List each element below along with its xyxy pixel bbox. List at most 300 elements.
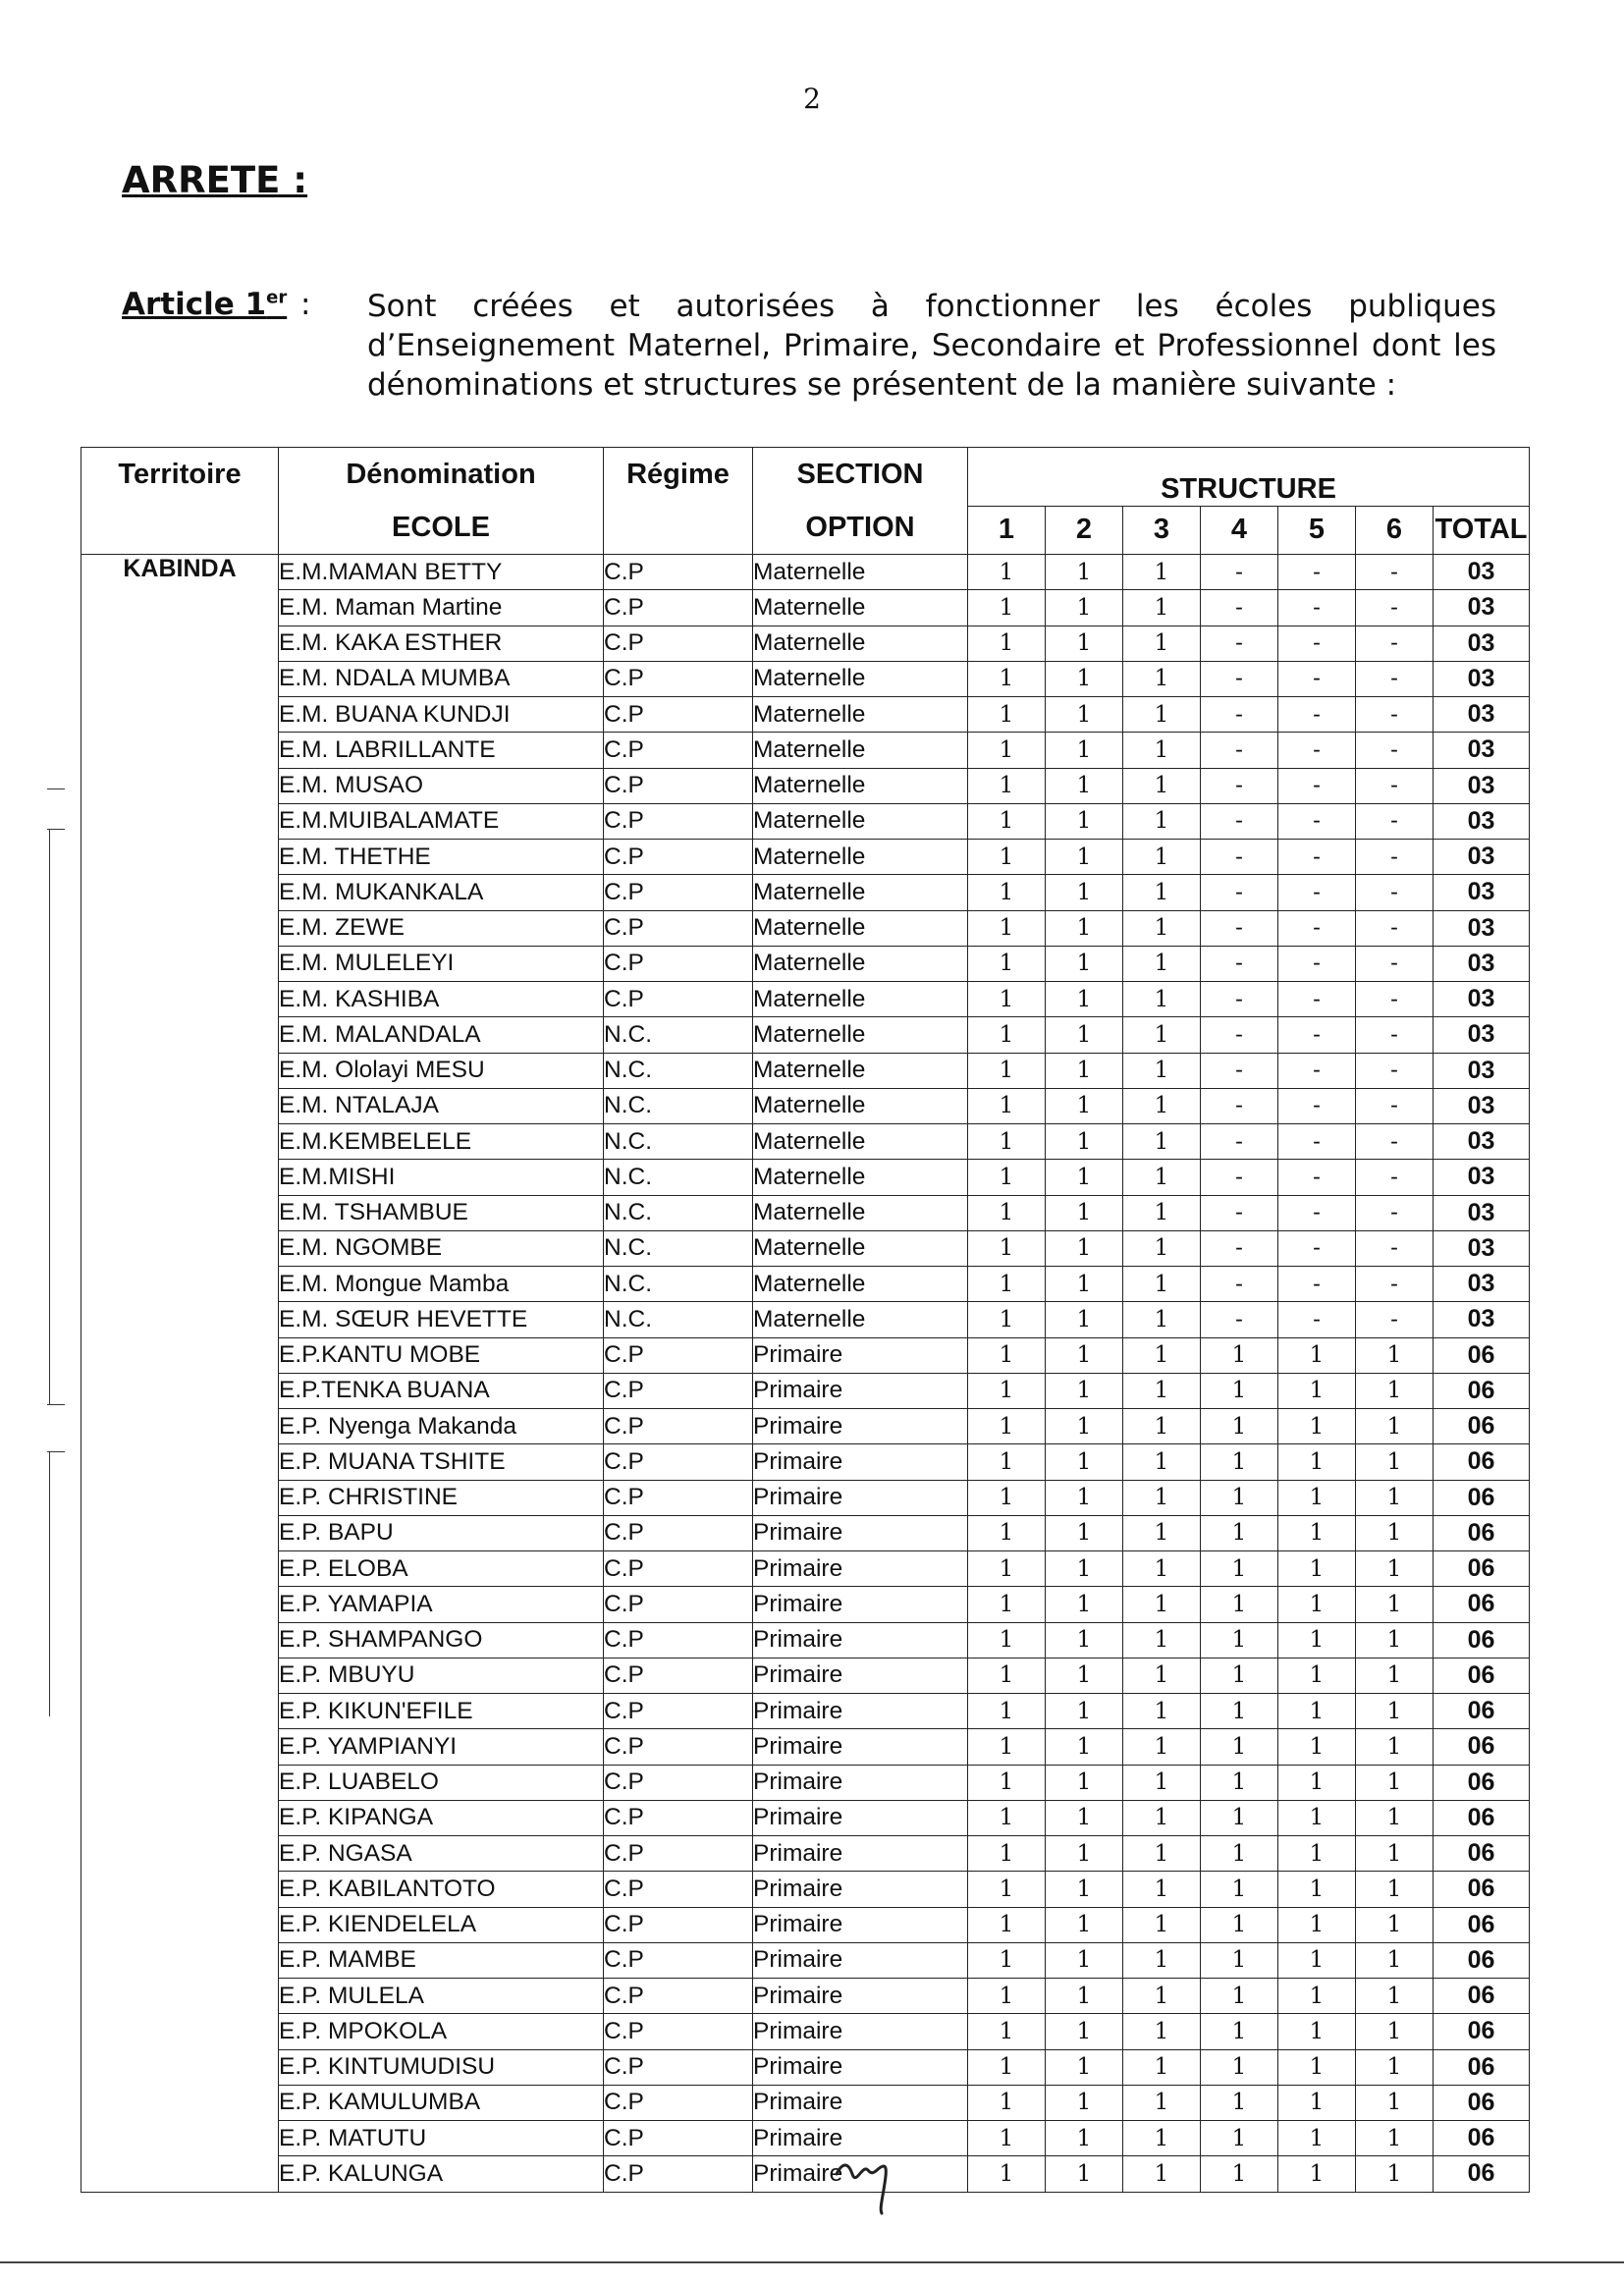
total-cell: 03 <box>1434 1195 1530 1230</box>
structure-cell-6: - <box>1356 1302 1434 1337</box>
table-row <box>81 555 1530 590</box>
regime-cell: C.P <box>604 768 753 803</box>
total-cell: 06 <box>1434 2085 1530 2120</box>
structure-cell-6: - <box>1356 946 1434 981</box>
total-cell: 03 <box>1434 1053 1530 1088</box>
structure-cell-3: 1 <box>1123 946 1201 981</box>
total-cell: 03 <box>1434 1160 1530 1195</box>
structure-cell-5: - <box>1278 733 1356 768</box>
table-row <box>81 1302 1530 1337</box>
structure-cell-5: 1 <box>1278 2156 1356 2192</box>
school-name-cell: E.P.TENKA BUANA <box>279 1373 604 1408</box>
section-cell: Primaire <box>753 2049 968 2085</box>
structure-cell-4: 1 <box>1201 2156 1278 2192</box>
structure-cell-1: 1 <box>968 2049 1046 2085</box>
structure-cell-3: 1 <box>1123 1907 1201 1942</box>
section-cell: Primaire <box>753 1337 968 1373</box>
structure-cell-4: 1 <box>1201 1373 1278 1408</box>
structure-cell-4: 1 <box>1201 1551 1278 1587</box>
structure-cell-2: 1 <box>1046 2156 1123 2192</box>
school-name-cell: E.P. YAMAPIA <box>279 1587 604 1622</box>
structure-cell-6: - <box>1356 625 1434 661</box>
table-row <box>81 1694 1530 1729</box>
header-denomination-line2: ECOLE <box>392 512 490 543</box>
structure-cell-6: 1 <box>1356 1622 1434 1658</box>
structure-cell-1: 1 <box>968 1444 1046 1480</box>
structure-cell-5: - <box>1278 555 1356 590</box>
total-cell: 06 <box>1434 1872 1530 1907</box>
regime-cell: C.P <box>604 1694 753 1729</box>
structure-cell-6: 1 <box>1356 1694 1434 1729</box>
structure-cell-1: 1 <box>968 1979 1046 2014</box>
structure-cell-4: - <box>1201 1017 1278 1053</box>
table-row <box>81 946 1530 981</box>
structure-cell-3: 1 <box>1123 1088 1201 1123</box>
structure-cell-6: 1 <box>1356 1765 1434 1800</box>
regime-cell: C.P <box>604 1872 753 1907</box>
structure-cell-1: 1 <box>968 2121 1046 2156</box>
total-cell: 03 <box>1434 590 1530 625</box>
structure-cell-1: 1 <box>968 625 1046 661</box>
regime-cell: C.P <box>604 1979 753 2014</box>
structure-cell-5: - <box>1278 1230 1356 1266</box>
structure-cell-5: - <box>1278 768 1356 803</box>
school-name-cell: E.M. Ololayi MESU <box>279 1053 604 1088</box>
header-level-1: 1 <box>968 506 1046 554</box>
structure-cell-4: 1 <box>1201 1480 1278 1515</box>
table-row <box>81 982 1530 1017</box>
total-cell: 06 <box>1434 1729 1530 1765</box>
structure-cell-2: 1 <box>1046 1373 1123 1408</box>
regime-cell: C.P <box>604 2156 753 2192</box>
structure-cell-3: 1 <box>1123 1729 1201 1765</box>
structure-cell-5: 1 <box>1278 1836 1356 1872</box>
structure-cell-2: 1 <box>1046 1515 1123 1550</box>
regime-cell: C.P <box>604 1409 753 1444</box>
regime-cell: C.P <box>604 555 753 590</box>
total-cell: 06 <box>1434 2121 1530 2156</box>
structure-cell-5: - <box>1278 1053 1356 1088</box>
total-cell: 06 <box>1434 1480 1530 1515</box>
structure-cell-5: - <box>1278 946 1356 981</box>
total-cell: 03 <box>1434 946 1530 981</box>
structure-cell-6: - <box>1356 982 1434 1017</box>
structure-cell-2: 1 <box>1046 768 1123 803</box>
regime-cell: C.P <box>604 1551 753 1587</box>
header-section-line2: OPTION <box>805 512 915 543</box>
structure-cell-1: 1 <box>968 982 1046 1017</box>
structure-cell-4: - <box>1201 1302 1278 1337</box>
structure-cell-1: 1 <box>968 590 1046 625</box>
structure-cell-3: 1 <box>1123 1124 1201 1160</box>
table-row <box>81 1515 1530 1550</box>
structure-cell-4: 1 <box>1201 1800 1278 1835</box>
structure-cell-2: 1 <box>1046 875 1123 910</box>
table-body <box>81 555 1530 2193</box>
regime-cell: C.P <box>604 803 753 839</box>
structure-cell-2: 1 <box>1046 1800 1123 1835</box>
structure-cell-5: 1 <box>1278 1907 1356 1942</box>
table-row <box>81 2085 1530 2120</box>
table-row <box>81 1088 1530 1123</box>
structure-cell-6: 1 <box>1356 1587 1434 1622</box>
table-row <box>81 1979 1530 2014</box>
structure-cell-2: 1 <box>1046 590 1123 625</box>
table-row <box>81 1337 1530 1373</box>
total-cell: 06 <box>1434 1551 1530 1587</box>
structure-cell-2: 1 <box>1046 555 1123 590</box>
school-name-cell: E.M. Mongue Mamba <box>279 1267 604 1302</box>
structure-cell-3: 1 <box>1123 590 1201 625</box>
section-cell: Primaire <box>753 2085 968 2120</box>
structure-cell-6: 1 <box>1356 1979 1434 2014</box>
total-cell: 03 <box>1434 661 1530 696</box>
structure-cell-4: 1 <box>1201 2085 1278 2120</box>
total-cell: 03 <box>1434 1088 1530 1123</box>
structure-cell-3: 1 <box>1123 1694 1201 1729</box>
total-cell: 06 <box>1434 1409 1530 1444</box>
article-ordinal: er <box>266 287 288 308</box>
header-section <box>753 448 968 555</box>
structure-cell-4: - <box>1201 875 1278 910</box>
total-cell: 03 <box>1434 803 1530 839</box>
regime-cell: N.C. <box>604 1124 753 1160</box>
section-cell: Maternelle <box>753 875 968 910</box>
margin-tick <box>47 1404 65 1405</box>
table-row <box>81 1230 1530 1266</box>
structure-cell-5: - <box>1278 1267 1356 1302</box>
structure-cell-4: - <box>1201 1230 1278 1266</box>
school-name-cell: E.M. Maman Martine <box>279 590 604 625</box>
structure-cell-4: 1 <box>1201 1622 1278 1658</box>
regime-cell: N.C. <box>604 1302 753 1337</box>
structure-cell-5: - <box>1278 590 1356 625</box>
table-row <box>81 1729 1530 1765</box>
section-cell: Primaire <box>753 1409 968 1444</box>
header-level-4: 4 <box>1201 506 1278 554</box>
structure-cell-3: 1 <box>1123 1622 1201 1658</box>
structure-cell-5: 1 <box>1278 1765 1356 1800</box>
structure-cell-4: - <box>1201 661 1278 696</box>
total-cell: 03 <box>1434 1267 1530 1302</box>
structure-cell-4: - <box>1201 1267 1278 1302</box>
school-name-cell: E.M. LABRILLANTE <box>279 733 604 768</box>
table-row <box>81 2156 1530 2192</box>
header-row-1 <box>81 448 1530 507</box>
section-cell: Primaire <box>753 1872 968 1907</box>
table-row <box>81 590 1530 625</box>
structure-cell-5: 1 <box>1278 1979 1356 2014</box>
section-cell: Maternelle <box>753 840 968 875</box>
school-name-cell: E.P. SHAMPANGO <box>279 1622 604 1658</box>
structure-cell-6: - <box>1356 768 1434 803</box>
table-row <box>81 1622 1530 1658</box>
total-cell: 06 <box>1434 1515 1530 1550</box>
structure-cell-1: 1 <box>968 1942 1046 1978</box>
total-cell: 06 <box>1434 1658 1530 1693</box>
structure-cell-3: 1 <box>1123 1444 1201 1480</box>
regime-cell: C.P <box>604 1444 753 1480</box>
structure-cell-1: 1 <box>968 1622 1046 1658</box>
regime-cell: C.P <box>604 1729 753 1765</box>
header-level-6: 6 <box>1356 506 1434 554</box>
table-row <box>81 1195 1530 1230</box>
school-name-cell: E.P. MATUTU <box>279 2121 604 2156</box>
structure-cell-4: 1 <box>1201 1942 1278 1978</box>
structure-cell-3: 1 <box>1123 1836 1201 1872</box>
structure-cell-1: 1 <box>968 1587 1046 1622</box>
structure-cell-4: - <box>1201 590 1278 625</box>
regime-cell: C.P <box>604 1836 753 1872</box>
regime-cell: N.C. <box>604 1195 753 1230</box>
regime-cell: N.C. <box>604 1267 753 1302</box>
structure-cell-6: - <box>1356 875 1434 910</box>
structure-cell-6: 1 <box>1356 1907 1434 1942</box>
structure-cell-6: - <box>1356 1230 1434 1266</box>
structure-cell-3: 1 <box>1123 982 1201 1017</box>
header-structure: STRUCTURE <box>968 448 1530 507</box>
structure-cell-1: 1 <box>968 1836 1046 1872</box>
structure-cell-3: 1 <box>1123 1480 1201 1515</box>
structure-cell-4: 1 <box>1201 1409 1278 1444</box>
territory-cell: KABINDA <box>81 555 279 2193</box>
structure-cell-6: 1 <box>1356 1409 1434 1444</box>
table-row <box>81 1160 1530 1195</box>
structure-cell-5: 1 <box>1278 1409 1356 1444</box>
structure-cell-6: - <box>1356 1160 1434 1195</box>
school-name-cell: E.P. KIENDELELA <box>279 1907 604 1942</box>
structure-cell-4: - <box>1201 1160 1278 1195</box>
structure-cell-3: 1 <box>1123 1587 1201 1622</box>
total-cell: 03 <box>1434 1302 1530 1337</box>
table-row <box>81 2049 1530 2085</box>
school-name-cell: E.P. KIPANGA <box>279 1800 604 1835</box>
regime-cell: C.P <box>604 910 753 946</box>
structure-cell-4: 1 <box>1201 1836 1278 1872</box>
structure-cell-1: 1 <box>968 1765 1046 1800</box>
structure-cell-6: 1 <box>1356 1515 1434 1550</box>
total-cell: 06 <box>1434 2049 1530 2085</box>
structure-cell-4: - <box>1201 625 1278 661</box>
school-name-cell: E.M. KASHIBA <box>279 982 604 1017</box>
structure-cell-2: 1 <box>1046 1160 1123 1195</box>
school-name-cell: E.M. NTALAJA <box>279 1088 604 1123</box>
section-cell: Primaire <box>753 1836 968 1872</box>
structure-cell-5: - <box>1278 661 1356 696</box>
regime-cell: C.P <box>604 1515 753 1550</box>
structure-cell-5: - <box>1278 803 1356 839</box>
header-section-line1: SECTION <box>796 459 924 490</box>
section-cell: Maternelle <box>753 768 968 803</box>
table-row <box>81 803 1530 839</box>
regime-cell: C.P <box>604 1800 753 1835</box>
margin-line <box>49 829 50 1404</box>
school-name-cell: E.M. THETHE <box>279 840 604 875</box>
structure-cell-5: 1 <box>1278 1942 1356 1978</box>
section-cell: Primaire <box>753 1942 968 1978</box>
article-number: Article 1 <box>122 287 267 322</box>
structure-cell-4: - <box>1201 733 1278 768</box>
school-name-cell: E.M. ZEWE <box>279 910 604 946</box>
structure-cell-2: 1 <box>1046 1729 1123 1765</box>
table-row <box>81 1658 1530 1693</box>
structure-cell-1: 1 <box>968 1409 1046 1444</box>
table-row <box>81 1800 1530 1835</box>
section-cell: Primaire <box>753 1658 968 1693</box>
school-name-cell: E.P. NGASA <box>279 1836 604 1872</box>
structure-cell-3: 1 <box>1123 1337 1201 1373</box>
structure-cell-4: - <box>1201 803 1278 839</box>
section-cell: Maternelle <box>753 910 968 946</box>
structure-cell-3: 1 <box>1123 2085 1201 2120</box>
structure-cell-2: 1 <box>1046 1979 1123 2014</box>
regime-cell: N.C. <box>604 1230 753 1266</box>
structure-cell-3: 1 <box>1123 2121 1201 2156</box>
structure-cell-5: - <box>1278 982 1356 1017</box>
section-cell: Primaire <box>753 1480 968 1515</box>
section-cell: Primaire <box>753 1587 968 1622</box>
header-denomination <box>279 448 604 555</box>
structure-cell-3: 1 <box>1123 1942 1201 1978</box>
school-name-cell: E.P. MULELA <box>279 1979 604 2014</box>
structure-cell-5: 1 <box>1278 2049 1356 2085</box>
structure-cell-4: 1 <box>1201 1907 1278 1942</box>
structure-cell-4: 1 <box>1201 1444 1278 1480</box>
section-cell: Maternelle <box>753 590 968 625</box>
structure-cell-3: 1 <box>1123 1230 1201 1266</box>
total-cell: 03 <box>1434 733 1530 768</box>
structure-cell-3: 1 <box>1123 555 1201 590</box>
school-name-cell: E.M.MUIBALAMATE <box>279 803 604 839</box>
section-cell: Primaire <box>753 2156 968 2192</box>
table-row <box>81 2014 1530 2049</box>
structure-cell-6: 1 <box>1356 1729 1434 1765</box>
structure-cell-2: 1 <box>1046 697 1123 733</box>
regime-cell: C.P <box>604 1337 753 1373</box>
section-cell: Maternelle <box>753 946 968 981</box>
structure-cell-5: 1 <box>1278 1551 1356 1587</box>
page-number: 2 <box>803 82 821 115</box>
school-name-cell: E.P. KAMULUMBA <box>279 2085 604 2120</box>
structure-cell-6: 1 <box>1356 1658 1434 1693</box>
header-denomination-line1: Dénomination <box>346 459 536 490</box>
structure-cell-5: 1 <box>1278 1694 1356 1729</box>
structure-cell-4: 1 <box>1201 2014 1278 2049</box>
total-cell: 06 <box>1434 1622 1530 1658</box>
structure-cell-2: 1 <box>1046 840 1123 875</box>
structure-cell-5: 1 <box>1278 1729 1356 1765</box>
school-name-cell: E.M.KEMBELELE <box>279 1124 604 1160</box>
section-cell: Maternelle <box>753 1195 968 1230</box>
structure-cell-3: 1 <box>1123 1160 1201 1195</box>
paraph-signature <box>833 2156 901 2217</box>
structure-cell-6: - <box>1356 1124 1434 1160</box>
structure-cell-3: 1 <box>1123 661 1201 696</box>
structure-cell-3: 1 <box>1123 1373 1201 1408</box>
table-row <box>81 1409 1530 1444</box>
structure-cell-3: 1 <box>1123 1267 1201 1302</box>
structure-cell-1: 1 <box>968 1515 1046 1550</box>
structure-cell-4: - <box>1201 840 1278 875</box>
structure-cell-1: 1 <box>968 1694 1046 1729</box>
structure-cell-6: - <box>1356 733 1434 768</box>
table-row <box>81 2121 1530 2156</box>
total-cell: 03 <box>1434 840 1530 875</box>
structure-cell-2: 1 <box>1046 1337 1123 1373</box>
section-cell: Primaire <box>753 2014 968 2049</box>
structure-cell-1: 1 <box>968 1373 1046 1408</box>
structure-cell-4: 1 <box>1201 2121 1278 2156</box>
structure-cell-6: 1 <box>1356 2121 1434 2156</box>
header-level-5: 5 <box>1278 506 1356 554</box>
regime-cell: C.P <box>604 697 753 733</box>
structure-cell-3: 1 <box>1123 733 1201 768</box>
section-cell: Maternelle <box>753 1230 968 1266</box>
total-cell: 06 <box>1434 1373 1530 1408</box>
structure-cell-2: 1 <box>1046 946 1123 981</box>
structure-cell-5: - <box>1278 625 1356 661</box>
structure-cell-5: 1 <box>1278 1373 1356 1408</box>
section-cell: Maternelle <box>753 555 968 590</box>
structure-cell-2: 1 <box>1046 910 1123 946</box>
structure-cell-2: 1 <box>1046 1942 1123 1978</box>
regime-cell: C.P <box>604 625 753 661</box>
table-row <box>81 1836 1530 1872</box>
article-label-text <box>122 287 287 322</box>
table-row <box>81 1907 1530 1942</box>
structure-cell-6: 1 <box>1356 1836 1434 1872</box>
table-row <box>81 1373 1530 1408</box>
structure-cell-2: 1 <box>1046 803 1123 839</box>
structure-cell-2: 1 <box>1046 2014 1123 2049</box>
total-cell: 03 <box>1434 875 1530 910</box>
structure-cell-3: 1 <box>1123 1979 1201 2014</box>
total-cell: 06 <box>1434 1942 1530 1978</box>
structure-cell-3: 1 <box>1123 1800 1201 1835</box>
structure-cell-2: 1 <box>1046 733 1123 768</box>
structure-cell-6: 1 <box>1356 2156 1434 2192</box>
structure-cell-4: - <box>1201 1124 1278 1160</box>
structure-cell-1: 1 <box>968 1124 1046 1160</box>
regime-cell: N.C. <box>604 1088 753 1123</box>
regime-cell: C.P <box>604 875 753 910</box>
section-cell: Primaire <box>753 1765 968 1800</box>
total-cell: 03 <box>1434 1230 1530 1266</box>
table-row <box>81 1053 1530 1088</box>
section-cell: Primaire <box>753 1373 968 1408</box>
school-name-cell: E.P. MBUYU <box>279 1658 604 1693</box>
structure-cell-1: 1 <box>968 1729 1046 1765</box>
structure-cell-5: - <box>1278 910 1356 946</box>
structure-cell-4: 1 <box>1201 1658 1278 1693</box>
section-cell: Primaire <box>753 1800 968 1835</box>
structure-cell-1: 1 <box>968 946 1046 981</box>
table-row <box>81 1587 1530 1622</box>
section-cell: Primaire <box>753 2121 968 2156</box>
structure-cell-6: 1 <box>1356 1373 1434 1408</box>
school-name-cell: E.M. MULELEYI <box>279 946 604 981</box>
structure-cell-4: - <box>1201 1195 1278 1230</box>
structure-cell-2: 1 <box>1046 1302 1123 1337</box>
structure-cell-2: 1 <box>1046 982 1123 1017</box>
table-row <box>81 697 1530 733</box>
structure-cell-6: 1 <box>1356 2049 1434 2085</box>
table-row <box>81 733 1530 768</box>
article-colon: : <box>300 287 311 322</box>
regime-cell: C.P <box>604 1373 753 1408</box>
structure-cell-6: - <box>1356 1017 1434 1053</box>
table-row <box>81 1765 1530 1800</box>
